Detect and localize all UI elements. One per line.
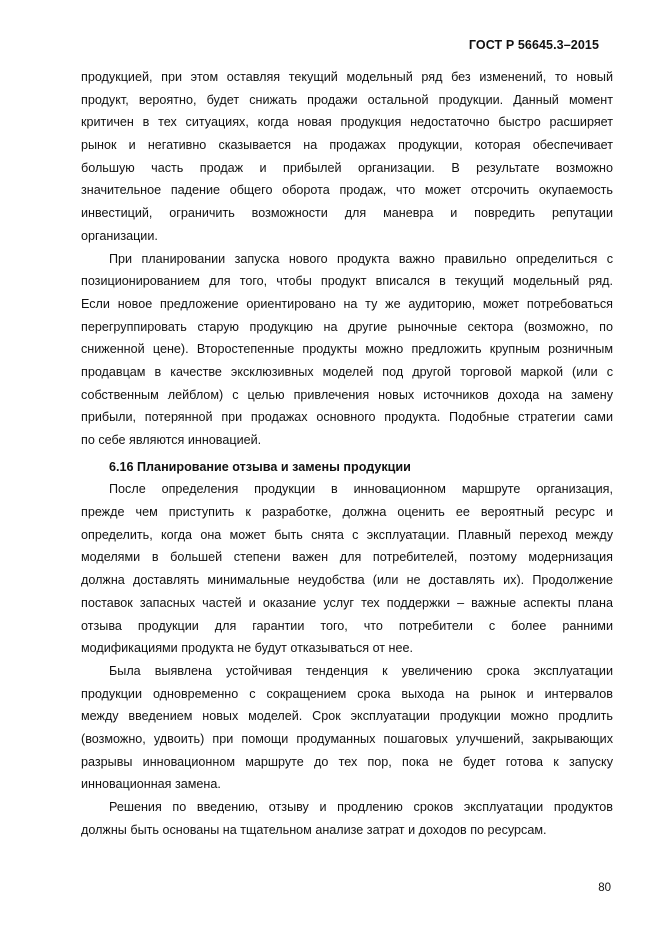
section-heading: 6.16 Планирование отзыва и замены продукции — [109, 459, 411, 474]
text-line: отзыва продукции для гарантии того, что потребители с более ранними — [81, 618, 613, 633]
text-line: значительное падение общего оборота продаж, что может отсрочить окупаемость — [81, 183, 613, 198]
text-line: Была выявлена устойчивая тенденция к увеличению срока эксплуатации — [109, 663, 613, 678]
text-line: поставок запасных частей и оказание услуг тех поддержки – важные аспекты плана — [81, 595, 613, 610]
text-line: большую часть продаж и прибылей организации. В результате возможно — [81, 160, 613, 175]
text-line: продавцам в качестве эксклюзивных моделей под другой торговой маркой (или с — [81, 364, 613, 379]
text-line: между введением новых моделей. Срок эксплуатации продукции можно продлить — [81, 709, 613, 724]
page-number: 80 — [598, 882, 611, 894]
text-line: прибыли, потерянной при продажах основного продукта. Подобные стратегии сами — [81, 410, 613, 425]
text-line: моделями в большей степени важен для потребителей, поэтому модернизация — [81, 550, 613, 565]
text-line: сниженной цене). Второстепенные продукты можно предложить крупным розничным — [81, 342, 613, 357]
paragraph-5 — [81, 796, 613, 841]
text-line: При планировании запуска нового продукта важно правильно определиться с — [109, 251, 613, 266]
page-body — [81, 66, 613, 841]
text-line: организации. — [81, 228, 158, 243]
text-line: продукции одновременно с сокращением срока выхода на рынок и интервалов — [81, 686, 613, 701]
text-line: прежде чем приступить к разработке, должна оценить ее вероятный ресурс и — [81, 505, 613, 520]
text-line: рынок и негативно сказывается на продажах продукции, которая обеспечивает — [81, 138, 613, 153]
text-line: разрывы инновационном маршруте до тех пор, пока не будет готова к запуску — [81, 754, 613, 769]
text-line: модификациями продукта не будут отказываться от нее. — [81, 641, 414, 656]
paragraph-3 — [81, 478, 613, 660]
text-line: инновационная замена. — [81, 777, 221, 792]
text-line: (возможно, удвоить) при помощи продуманных пошаговых улучшений, закрывающих — [81, 731, 613, 746]
paragraph-2 — [81, 248, 613, 452]
paragraph-1 — [81, 66, 613, 248]
text-line: инвестиций, ограничить возможности для маневра и повредить репутации — [81, 206, 613, 221]
text-line: определить, когда она может быть снята с эксплуатации. Плавный переход между — [81, 527, 613, 542]
text-line: Решения по введению, отзыву и продлению сроков эксплуатации продуктов — [109, 800, 613, 814]
text-line: должна доставлять минимальные неудобства (или не доставлять их). Продолжение — [81, 573, 613, 588]
text-line: Если новое предложение ориентировано на ту же аудиторию, может потребоваться — [81, 296, 613, 311]
text-line: позиционированием для того, чтобы продукт вписался в текущий модельный ряд. — [81, 274, 613, 289]
text-line: продукцией, при этом оставляя текущий модельный ряд без изменений, то новый — [81, 70, 613, 84]
text-line: по себе являются инновацией. — [81, 433, 262, 447]
paragraph-4 — [81, 660, 613, 796]
document-number: ГОСТ Р 56645.3–2015 — [468, 38, 599, 52]
text-line: должны быть основаны на тщательном анализе затрат и доходов по ресурсам. — [81, 822, 547, 837]
text-line: критичен в тех ситуациях, когда новая продукция недостаточно быстро расширяет — [81, 115, 613, 130]
text-line: продукт, вероятно, будет снижать продажи остальной продукции. Данный момент — [81, 92, 613, 107]
text-line: После определения продукции в инновационном маршруте организация, — [109, 482, 613, 497]
text-line: перегруппировать старую продукцию на другие рыночные сектора (возможно, по — [81, 319, 613, 334]
text-line: собственным лейблом) с целью привлечения новых источников дохода на замену — [81, 387, 613, 402]
